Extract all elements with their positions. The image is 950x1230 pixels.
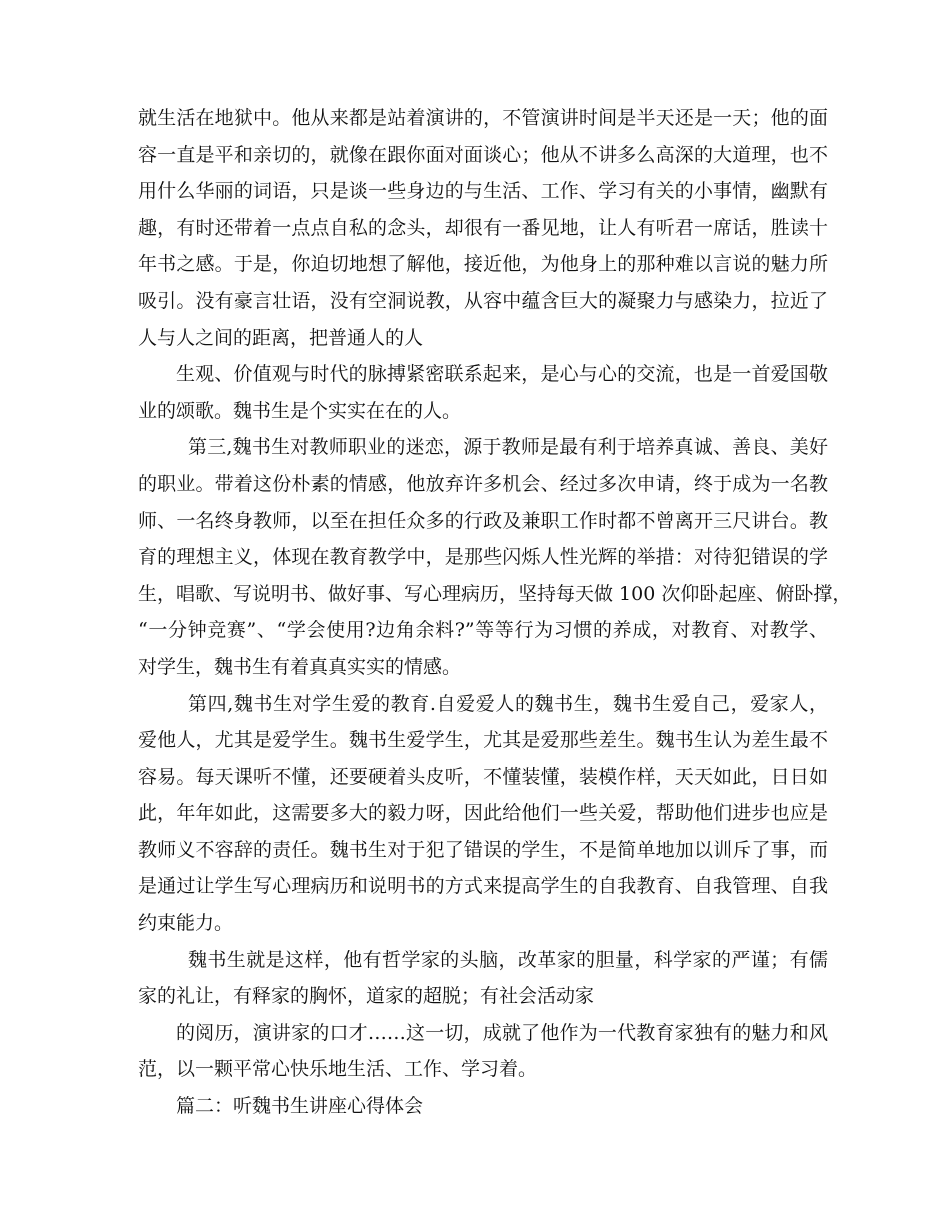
body-text — [138, 100, 852, 1125]
text-line: 此，年年如此，这需要多大的毅力呀，因此给他们一些关爱，帮助他们进步也应是 — [138, 802, 828, 825]
text-line: 容易。每天课听不懂，还要硬着头皮听，不懂装懂，装模作样，天天如此，日日如 — [138, 765, 828, 788]
text-line: 家的礼让，有释家的胸怀，道家的超脱；有社会活动家 — [138, 985, 595, 1008]
text-line: 的阅历，演讲家的口才……这一切，成就了他作为一代教育家独有的魅力和风 — [176, 1021, 828, 1044]
text-line: 人与人之间的距离，把普通人的人 — [138, 326, 424, 349]
text-line: 就生活在地狱中。他从来都是站着演讲的，不管演讲时间是半天还是一天；他的面 — [138, 107, 828, 129]
text-line: 用什么华丽的词语，只是谈一些身边的与生活、工作、学习有关的小事情，幽默有 — [138, 180, 828, 203]
text-line: 吸引。没有豪言壮语，没有空洞说教，从容中蕴含巨大的凝聚力与感染力，拉近了 — [138, 289, 828, 312]
text-line: 范，以一颗平常心快乐地生活、工作、学习着。 — [138, 1058, 538, 1081]
text-line: 趣，有时还带着一点点自私的念头，却很有一番见地，让人有听君一席话，胜读十 — [138, 216, 828, 239]
paragraph-start: 第三,魏书生对教师职业的迷恋，源于教师是最有利于培养真诚、善良、美好 — [188, 436, 828, 459]
paragraph-start: 第四,魏书生对学生爱的教育.自爱爱人的魏书生，魏书生爱自己，爱家人， — [188, 692, 828, 715]
text-line: 教师义不容辞的责任。魏书生对于犯了错误的学生，不是简单地加以训斥了事，而 — [138, 838, 828, 861]
text-line: 爱他人，尤其是爱学生。魏书生爱学生，尤其是爱那些差生。魏书生认为差生最不 — [138, 729, 828, 752]
text-line: 生，唱歌、写说明书、做好事、写心理病历，坚持每天做 100 次仰卧起座、俯卧撑， — [138, 582, 852, 605]
section-heading: 篇二：听魏书生讲座心得体会 — [176, 1095, 424, 1118]
text-line: 年书之感。于是，你迫切地想了解他，接近他，为他身上的那种难以言说的魅力所 — [138, 253, 828, 276]
text-line: 生观、价值观与时代的脉搏紧密联系起来，是心与心的交流，也是一首爱国敬 — [176, 363, 828, 386]
text-line: 容一直是平和亲切的，就像在跟你面对面谈心；他从不讲多么高深的大道理，也不 — [138, 143, 828, 166]
text-line: 对学生，魏书生有着真真实实的情感。 — [138, 655, 462, 678]
paragraph-start: 魏书生就是这样，他有哲学家的头脑，改革家的胆量，科学家的严谨；有儒 — [188, 948, 828, 971]
text-line: 是通过让学生写心理病历和说明书的方式来提高学生的自我教育、自我管理、自我 — [138, 875, 828, 898]
text-line: 的职业。带着这份朴素的情感，他放弃许多机会、经过多次申请，终于成为一名教 — [138, 472, 828, 495]
text-line: 育的理想主义，体现在教育教学中，是那些闪烁人性光辉的举措：对待犯错误的学 — [138, 546, 828, 569]
text-line: 业的颂歌。魏书生是个实实在在的人。 — [138, 399, 462, 422]
text-line: 师、一名终身教师，以至在担任众多的行政及兼职工作时都不曾离开三尺讲台。教 — [138, 509, 828, 532]
text-line: 约束能力。 — [138, 912, 234, 935]
text-line: “一分钟竞赛”、“学会使用?边角余料?”等等行为习惯的养成，对教育、对教学、 — [138, 619, 828, 642]
